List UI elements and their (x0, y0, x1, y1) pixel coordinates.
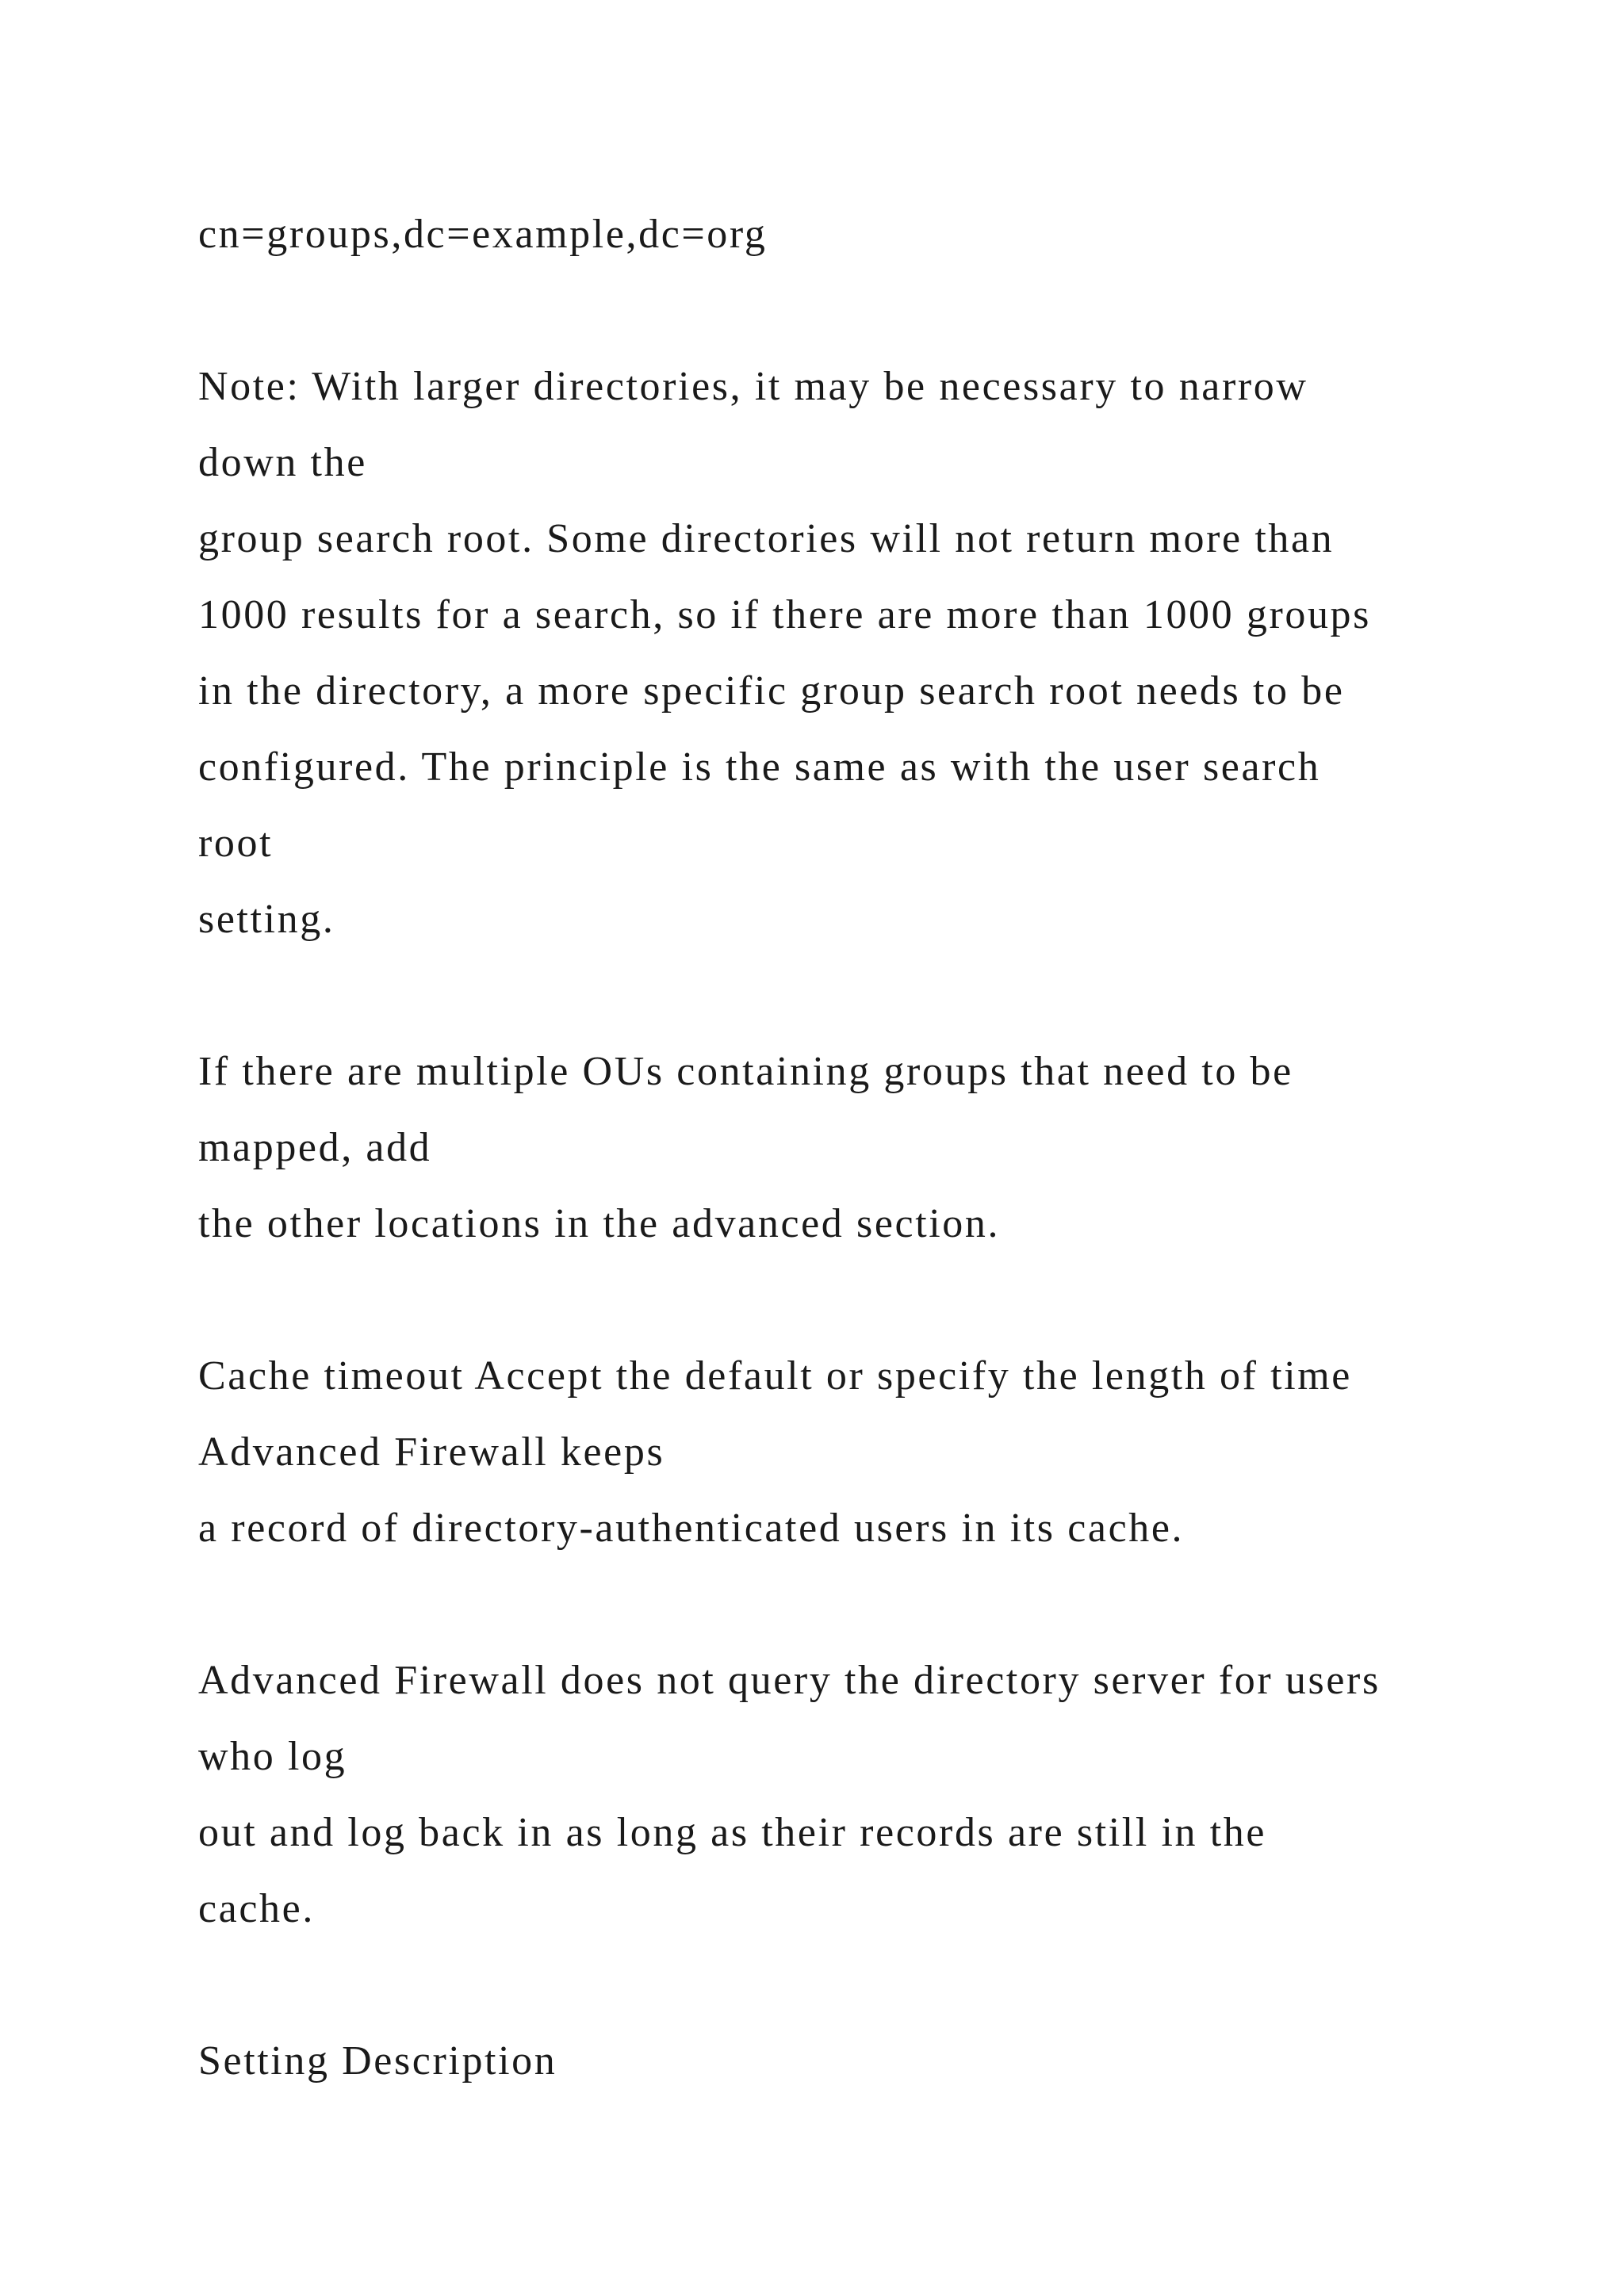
text-line: Note: With larger directories, it may be necessary to narrow (198, 364, 1308, 409)
text-line: If there are multiple OUs containing groups that need to be (198, 1049, 1293, 1094)
text-line: root (198, 821, 274, 866)
paragraph-gap (198, 273, 1546, 349)
text-line: mapped, add (198, 1125, 432, 1170)
text-line: who log (198, 1734, 347, 1779)
text-line: the other locations in the advanced section. (198, 1201, 1001, 1246)
paragraph-gap (198, 958, 1546, 1034)
paragraph-gap (198, 1947, 1546, 2023)
text-line: configured. The principle is the same as with the user search (198, 744, 1321, 790)
text-line: a record of directory-authenticated users in its cache. (198, 1506, 1185, 1551)
text-line: 1000 results for a search, so if there are more than 1000 groups (198, 592, 1371, 637)
section-heading: Setting Description (198, 2038, 557, 2084)
text-line: setting. (198, 897, 335, 942)
text-line: out and log back in as long as their records are still in the (198, 1810, 1267, 1855)
text-line: Advanced Firewall keeps (198, 1429, 665, 1475)
text-line: Cache timeout Accept the default or specify the length of time (198, 1353, 1352, 1399)
document-body (198, 197, 1546, 2099)
text-line: group search root. Some directories will not return more than (198, 516, 1335, 561)
text-line: in the directory, a more specific group search root needs to be (198, 668, 1345, 714)
paragraph-gap (198, 1567, 1546, 1643)
text-line: cn=groups,dc=example,dc=org (198, 212, 768, 257)
text-line: Advanced Firewall does not query the directory server for users (198, 1658, 1381, 1703)
text-line: cache. (198, 1886, 315, 1931)
paragraph-gap (198, 1262, 1546, 1338)
text-line: down the (198, 440, 367, 485)
